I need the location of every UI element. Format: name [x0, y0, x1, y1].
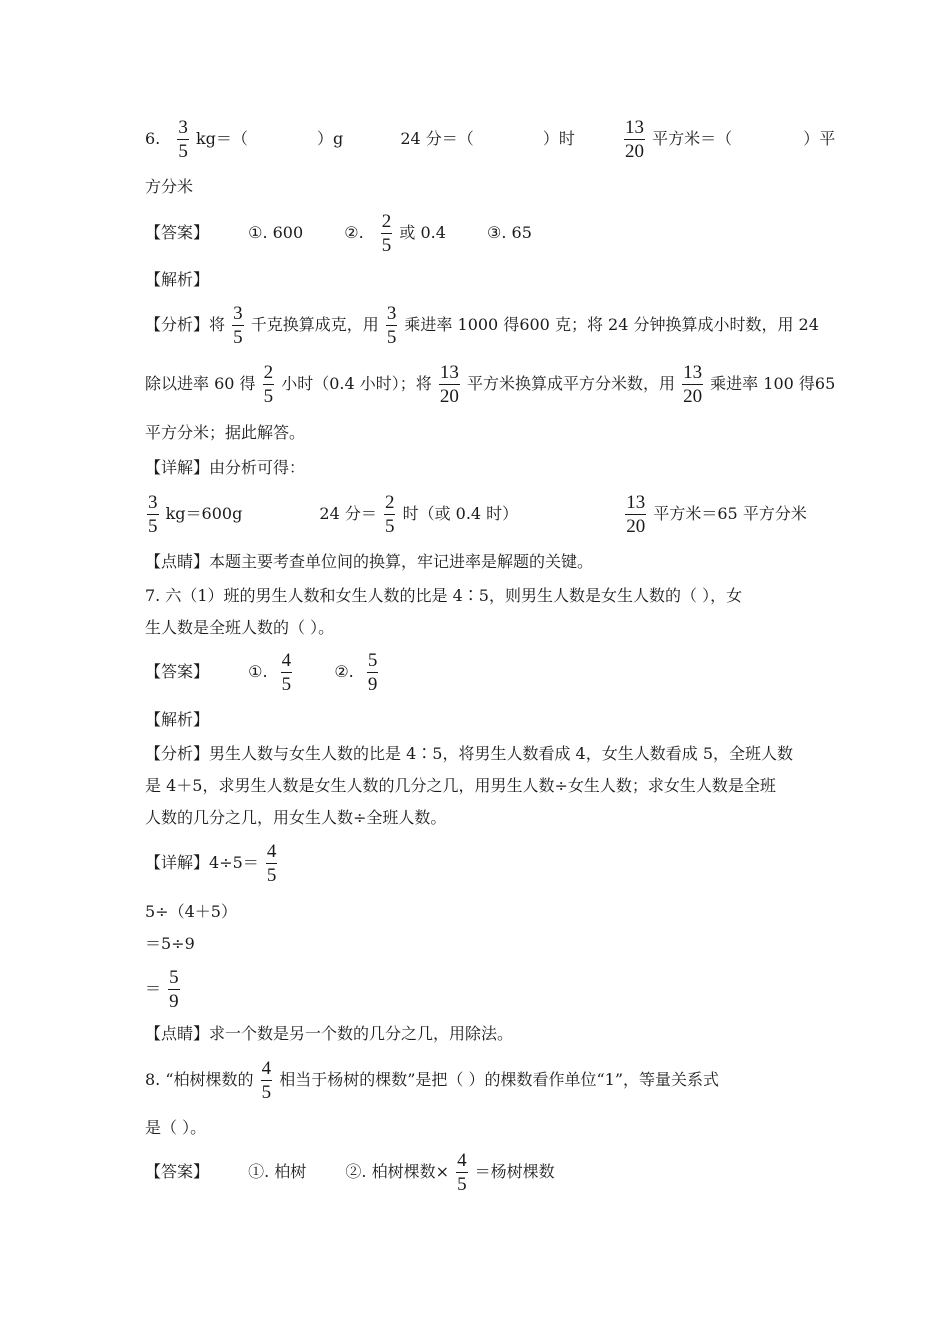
answer-label: 【答案】 — [145, 223, 210, 242]
q7-answer — [145, 651, 380, 694]
answer-item: ②. — [334, 662, 354, 681]
q6-analysis-1 — [145, 304, 819, 347]
q6-jiexi: 【解析】 — [145, 270, 210, 289]
text: 求一个数是另一个数的几分之几，用除法。 — [209, 1024, 514, 1043]
q6-comment — [145, 552, 593, 572]
text: 千克换算成克，用 — [250, 315, 379, 334]
text: ＝ — [145, 979, 162, 998]
fraction: $\frac{13}{20}$ — [625, 117, 644, 162]
text: 8. “柏树棵数的 — [145, 1070, 254, 1089]
q7-line1: 7. 六（1）班的男生人数和女生人数的比是 4∶5，则男生人数是女生人数的（ ），女 — [145, 586, 743, 605]
q7-detail — [145, 842, 279, 885]
answer-label: 【答案】 — [145, 1162, 210, 1181]
q7-detail-step1: 5÷（4＋5） — [145, 902, 237, 921]
answer-item: ②. 柏树棵数× — [345, 1162, 449, 1181]
answer-item: ①. 柏树 — [248, 1162, 307, 1181]
text: ）g — [317, 129, 344, 148]
q8-line1 — [145, 1059, 719, 1102]
fraction: $\frac{3}{5}$ — [148, 492, 158, 537]
q6-answer — [145, 212, 532, 255]
text: 男生人数与女生人数的比是 4∶5，将男生人数看成 4，女生人数看成 5，全班人数 — [209, 744, 793, 763]
text: 本题主要考查单位间的换算，牢记进率是解题的关键。 — [209, 552, 594, 571]
q8-line2: 是（ ）。 — [145, 1118, 207, 1137]
q7-analysis-1 — [145, 744, 793, 764]
text: 时（或 0.4 时） — [402, 504, 519, 523]
fraction: $\frac{4}{5}$ — [261, 1058, 272, 1103]
fraction: $\frac{13}{20}$ — [439, 362, 459, 407]
text: ）时 — [542, 129, 575, 148]
q7-line2: 生人数是全班人数的（ ）。 — [145, 618, 335, 637]
answer-label: 【答案】 — [145, 662, 210, 681]
q6-line1 — [145, 118, 835, 161]
fraction: $\frac{13}{20}$ — [683, 362, 703, 407]
fraction: $\frac{3}{5}$ — [178, 117, 188, 162]
q7-analysis-3: 人数的几分之几，用女生人数÷全班人数。 — [145, 808, 447, 827]
fraction: $\frac{2}{5}$ — [384, 492, 395, 537]
q8-answer — [145, 1151, 555, 1194]
text: 4÷5＝ — [209, 853, 259, 872]
answer-item: ①. — [248, 662, 268, 681]
text: 24 分＝（ — [400, 129, 474, 148]
comment-label: 【点睛】 — [145, 1024, 210, 1043]
detail-label: 【详解】 — [145, 458, 210, 477]
q7-analysis-2: 是 4＋5，求男生人数是女生人数的几分之几，用男生人数÷女生人数；求女生人数是全班 — [145, 776, 776, 795]
q7-comment — [145, 1024, 513, 1044]
fraction: $\frac{4}{5}$ — [266, 841, 277, 886]
text: 平方米＝65 平方分米 — [653, 504, 807, 523]
q6-line2: 方分米 — [145, 177, 194, 196]
text: kg＝（ — [195, 129, 248, 148]
text: 由分析可得： — [209, 458, 306, 477]
analysis-label: 【分析】 — [145, 744, 210, 763]
text: 24 分＝ — [319, 504, 377, 523]
fraction: $\frac{3}{5}$ — [386, 303, 397, 348]
answer-item: 或 0.4 — [399, 223, 446, 242]
text: 乘进率 1000 得600 克；将 24 分钟换算成小时数，用 24 — [404, 315, 819, 334]
text: kg＝600g — [165, 504, 243, 523]
fraction: $\frac{5}{9}$ — [169, 967, 179, 1012]
q6-analysis-2 — [145, 363, 835, 406]
text: 小时（0.4 小时）；将 — [281, 374, 432, 393]
answer-item: ①. 600 — [248, 223, 304, 242]
text: 乘进率 100 得65 — [710, 374, 836, 393]
text: 平方米换算成平方分米数，用 — [466, 374, 675, 393]
fraction: $\frac{3}{5}$ — [233, 303, 243, 348]
analysis-label: 【分析】 — [145, 315, 210, 334]
fraction: $\frac{5}{9}$ — [367, 650, 378, 695]
fraction: $\frac{2}{5}$ — [263, 362, 274, 407]
fraction: $\frac{2}{5}$ — [381, 211, 392, 256]
comment-label: 【点睛】 — [145, 552, 210, 571]
detail-label: 【详解】 — [145, 853, 210, 872]
text: ）平 — [803, 129, 836, 148]
q7-detail-step3 — [145, 968, 182, 1011]
q6-analysis-3: 平方分米；据此解答。 — [145, 423, 306, 442]
answer-item: ②. — [344, 223, 364, 242]
text: 相当于杨树的棵数”是把（ ）的棵数看作单位“1”，等量关系式 — [279, 1070, 720, 1089]
q7-jiexi: 【解析】 — [145, 710, 210, 729]
text: 将 — [209, 315, 226, 334]
fraction: $\frac{4}{5}$ — [457, 1150, 467, 1195]
fraction: $\frac{13}{20}$ — [626, 492, 646, 537]
q7-detail-step2: ＝5÷9 — [145, 934, 195, 953]
q6-detail-equations — [145, 493, 807, 536]
text: 平方米＝（ — [652, 129, 733, 148]
text: 除以进率 60 得 — [145, 374, 256, 393]
answer-item: ＝杨树棵数 — [474, 1162, 555, 1181]
q6-detail — [145, 458, 305, 478]
answer-item: ③. 65 — [487, 223, 532, 242]
q6-number: 6. — [145, 129, 161, 148]
fraction: $\frac{4}{5}$ — [281, 650, 292, 695]
